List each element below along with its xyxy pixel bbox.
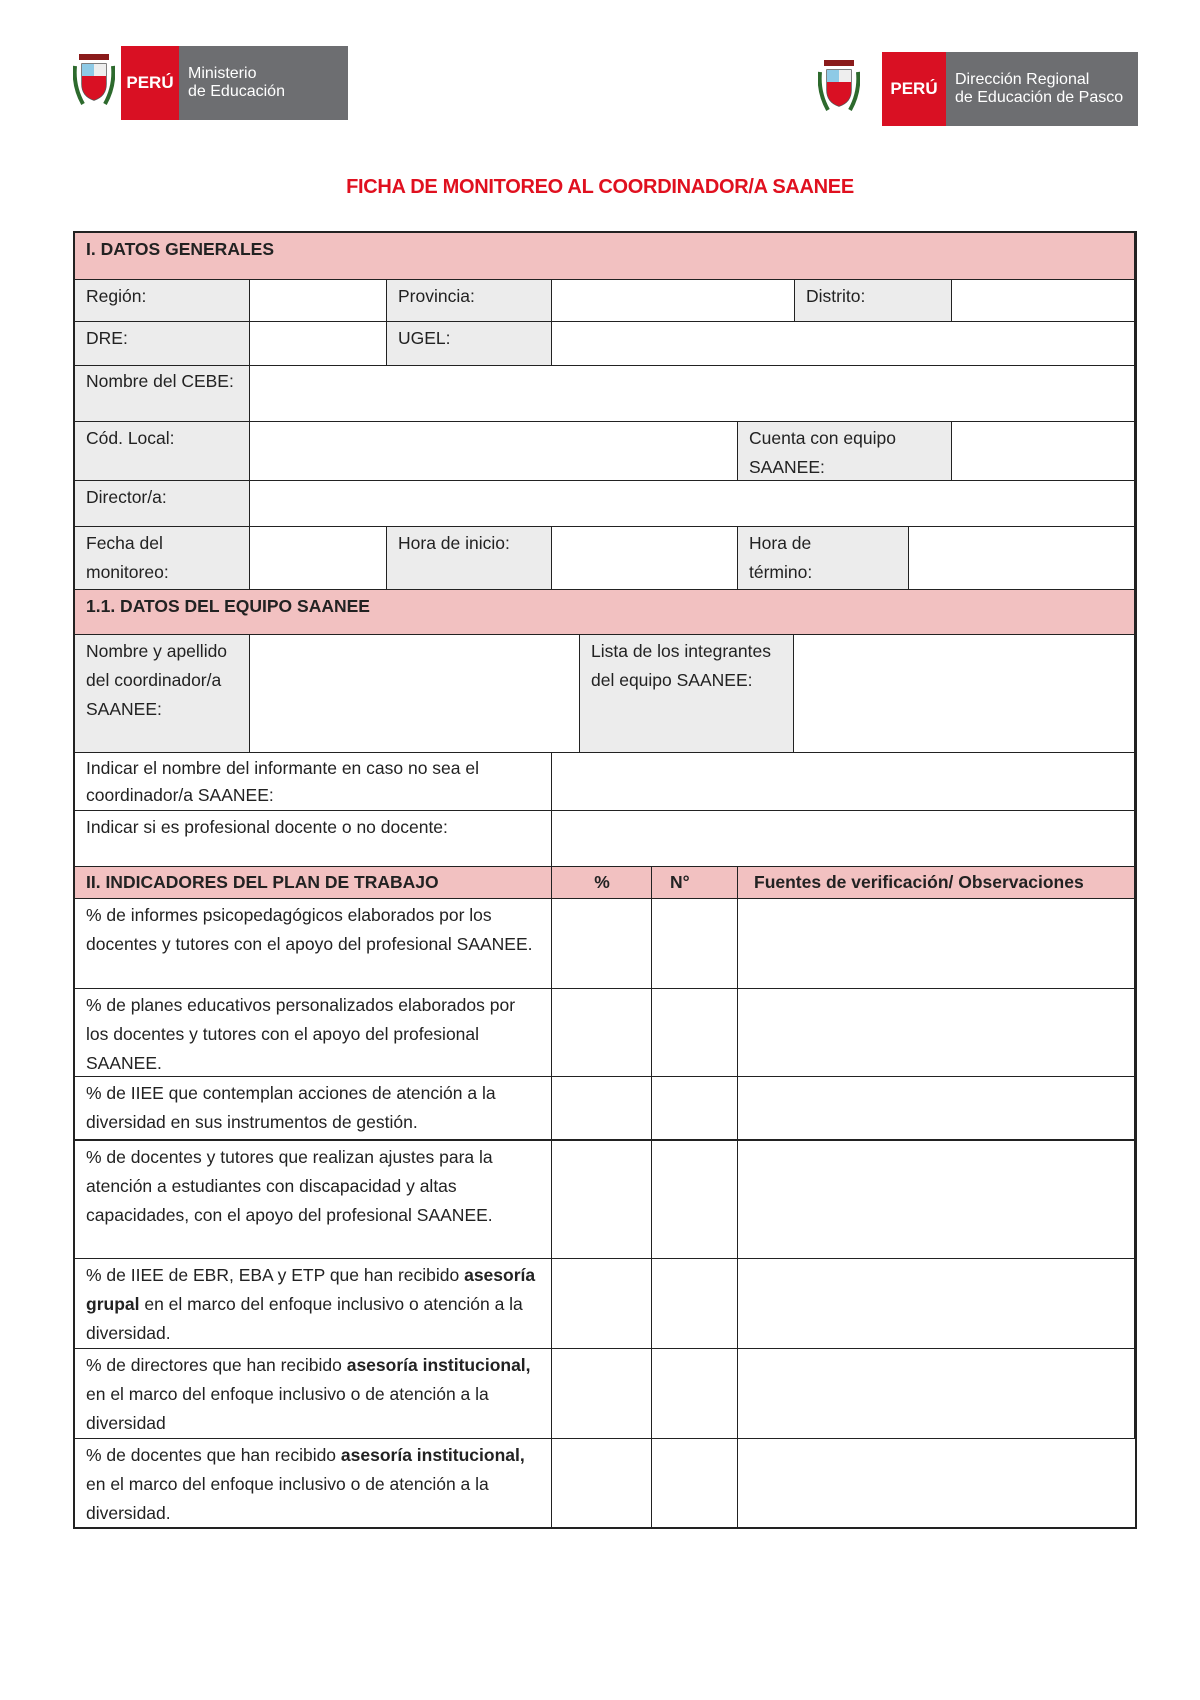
region-field[interactable] bbox=[250, 280, 387, 322]
indicator-1-n[interactable] bbox=[652, 899, 738, 989]
ministry-name bbox=[179, 46, 348, 120]
indicator-row-5 bbox=[75, 1259, 552, 1349]
pct-column-header: % bbox=[552, 867, 652, 899]
hora-inicio-field[interactable] bbox=[552, 527, 738, 590]
regional-line2: de Educación de Pasco bbox=[955, 89, 1124, 106]
cod-local-label: Cód. Local: bbox=[75, 422, 250, 481]
indicator-text: % de informes psicopedagógicos elaborados por los docentes y tutores con el apoyo del profesional SAANEE. bbox=[86, 905, 533, 954]
ugel-label: UGEL: bbox=[387, 322, 552, 366]
region-label: Región: bbox=[75, 280, 250, 322]
page-title: FICHA DE MONITOREO AL COORDINADOR/A SAANEE bbox=[346, 176, 854, 198]
coordinador-field[interactable] bbox=[250, 635, 580, 753]
n-column-header: N° bbox=[652, 867, 738, 899]
indicator-text: % de docentes que han recibido bbox=[86, 1445, 341, 1465]
fuentes-column-header: Fuentes de verificación/ Observaciones bbox=[738, 867, 1135, 899]
ministry-line1: Ministerio bbox=[188, 65, 257, 82]
indicator-row-7 bbox=[75, 1439, 552, 1527]
indicator-text-rest: en el marco del enfoque inclusivo o atención a la diversidad. bbox=[86, 1294, 523, 1343]
indicator-7-fuentes[interactable] bbox=[738, 1439, 1135, 1527]
section2-heading: II. INDICADORES DEL PLAN DE TRABAJO bbox=[75, 867, 552, 899]
ministry-line2: de Educación bbox=[188, 83, 285, 100]
indicator-4-pct[interactable] bbox=[552, 1141, 652, 1259]
indicator-row-4 bbox=[75, 1141, 552, 1259]
indicator-row-3 bbox=[75, 1077, 552, 1141]
fecha-label: Fecha del monitoreo: bbox=[75, 527, 250, 590]
fecha-field[interactable] bbox=[250, 527, 387, 590]
section11-heading: 1.1. DATOS DEL EQUIPO SAANEE bbox=[75, 590, 1135, 635]
informante-label: Indicar el nombre del informante en caso no sea el coordinador/a SAANEE: bbox=[75, 753, 552, 811]
indicator-text: % de IIEE de EBR, EBA y ETP que han recibido bbox=[86, 1265, 465, 1285]
hora-inicio-label: Hora de inicio: bbox=[387, 527, 552, 590]
indicator-3-n[interactable] bbox=[652, 1077, 738, 1141]
indicator-6-fuentes[interactable] bbox=[738, 1349, 1135, 1439]
integrantes-label: Lista de los integrantes del equipo SAANEE: bbox=[580, 635, 794, 753]
indicator-row-1 bbox=[75, 899, 552, 989]
indicator-5-pct[interactable] bbox=[552, 1259, 652, 1349]
profesional-label: Indicar si es profesional docente o no docente: bbox=[75, 811, 552, 867]
informante-field[interactable] bbox=[552, 753, 1135, 811]
cebe-label: Nombre del CEBE: bbox=[75, 366, 250, 422]
regional-office-name bbox=[946, 52, 1138, 126]
indicator-2-fuentes[interactable] bbox=[738, 989, 1135, 1077]
coordinador-label: Nombre y apellido del coordinador/a SAANEE: bbox=[75, 635, 250, 753]
cebe-field[interactable] bbox=[250, 366, 1135, 422]
indicator-3-pct[interactable] bbox=[552, 1077, 652, 1141]
indicator-row-2 bbox=[75, 989, 552, 1077]
indicator-emphasis: asesoría grupal bbox=[86, 1265, 536, 1314]
indicator-text: % de directores que han recibido bbox=[86, 1355, 347, 1375]
hora-termino-field[interactable] bbox=[909, 527, 1135, 590]
indicator-6-n[interactable] bbox=[652, 1349, 738, 1439]
integrantes-field[interactable] bbox=[794, 635, 1135, 753]
indicator-2-n[interactable] bbox=[652, 989, 738, 1077]
indicator-text: % de IIEE que contemplan acciones de atención a la diversidad en sus instrumentos de gestión. bbox=[86, 1083, 496, 1132]
logo-minedu bbox=[73, 46, 348, 120]
indicator-7-n[interactable] bbox=[652, 1439, 738, 1527]
indicator-4-n[interactable] bbox=[652, 1141, 738, 1259]
profesional-field[interactable] bbox=[552, 811, 1135, 867]
hora-termino-label: Hora de término: bbox=[738, 527, 909, 590]
indicator-2-pct[interactable] bbox=[552, 989, 652, 1077]
indicator-7-pct[interactable] bbox=[552, 1439, 652, 1527]
indicator-emphasis: asesoría institucional, bbox=[346, 1355, 531, 1375]
cod-local-field[interactable] bbox=[250, 422, 738, 481]
indicator-5-n[interactable] bbox=[652, 1259, 738, 1349]
indicator-emphasis: asesoría institucional, bbox=[340, 1445, 525, 1465]
provincia-label: Provincia: bbox=[387, 280, 552, 322]
dre-field[interactable] bbox=[250, 322, 387, 366]
logo-drep bbox=[818, 52, 1138, 126]
coat-of-arms-icon bbox=[818, 58, 860, 120]
distrito-field[interactable] bbox=[952, 280, 1135, 322]
indicator-1-pct[interactable] bbox=[552, 899, 652, 989]
director-label: Director/a: bbox=[75, 481, 250, 527]
indicator-text-rest: en el marco del enfoque inclusivo o de atención a la diversidad bbox=[86, 1384, 489, 1433]
regional-line1: Dirección Regional bbox=[955, 71, 1090, 88]
peru-brand: PERÚ bbox=[882, 52, 946, 126]
provincia-field[interactable] bbox=[552, 280, 795, 322]
monitoring-form-table bbox=[73, 231, 1137, 1529]
peru-brand: PERÚ bbox=[121, 46, 179, 120]
indicator-1-fuentes[interactable] bbox=[738, 899, 1135, 989]
indicator-text: % de docentes y tutores que realizan ajustes para la atención a estudiantes con discapacidad y altas capacidades, con el apoyo del profesional SAANEE. bbox=[86, 1147, 493, 1225]
indicator-text-rest: en el marco del enfoque inclusivo o de atención a la diversidad. bbox=[86, 1474, 489, 1523]
cuenta-equipo-label: Cuenta con equipo SAANEE: bbox=[738, 422, 952, 481]
cuenta-equipo-field[interactable] bbox=[952, 422, 1135, 481]
indicator-6-pct[interactable] bbox=[552, 1349, 652, 1439]
section1-heading: I. DATOS GENERALES bbox=[75, 233, 1135, 280]
indicator-4-fuentes[interactable] bbox=[738, 1141, 1135, 1259]
ugel-field[interactable] bbox=[552, 322, 1135, 366]
director-field[interactable] bbox=[250, 481, 1135, 527]
indicator-row-6 bbox=[75, 1349, 552, 1439]
distrito-label: Distrito: bbox=[795, 280, 952, 322]
indicator-5-fuentes[interactable] bbox=[738, 1259, 1135, 1349]
coat-of-arms-icon bbox=[73, 52, 115, 114]
indicator-3-fuentes[interactable] bbox=[738, 1077, 1135, 1141]
dre-label: DRE: bbox=[75, 322, 250, 366]
indicator-text: % de planes educativos personalizados elaborados por los docentes y tutores con el apoyo del profesional SAANEE. bbox=[86, 995, 516, 1073]
